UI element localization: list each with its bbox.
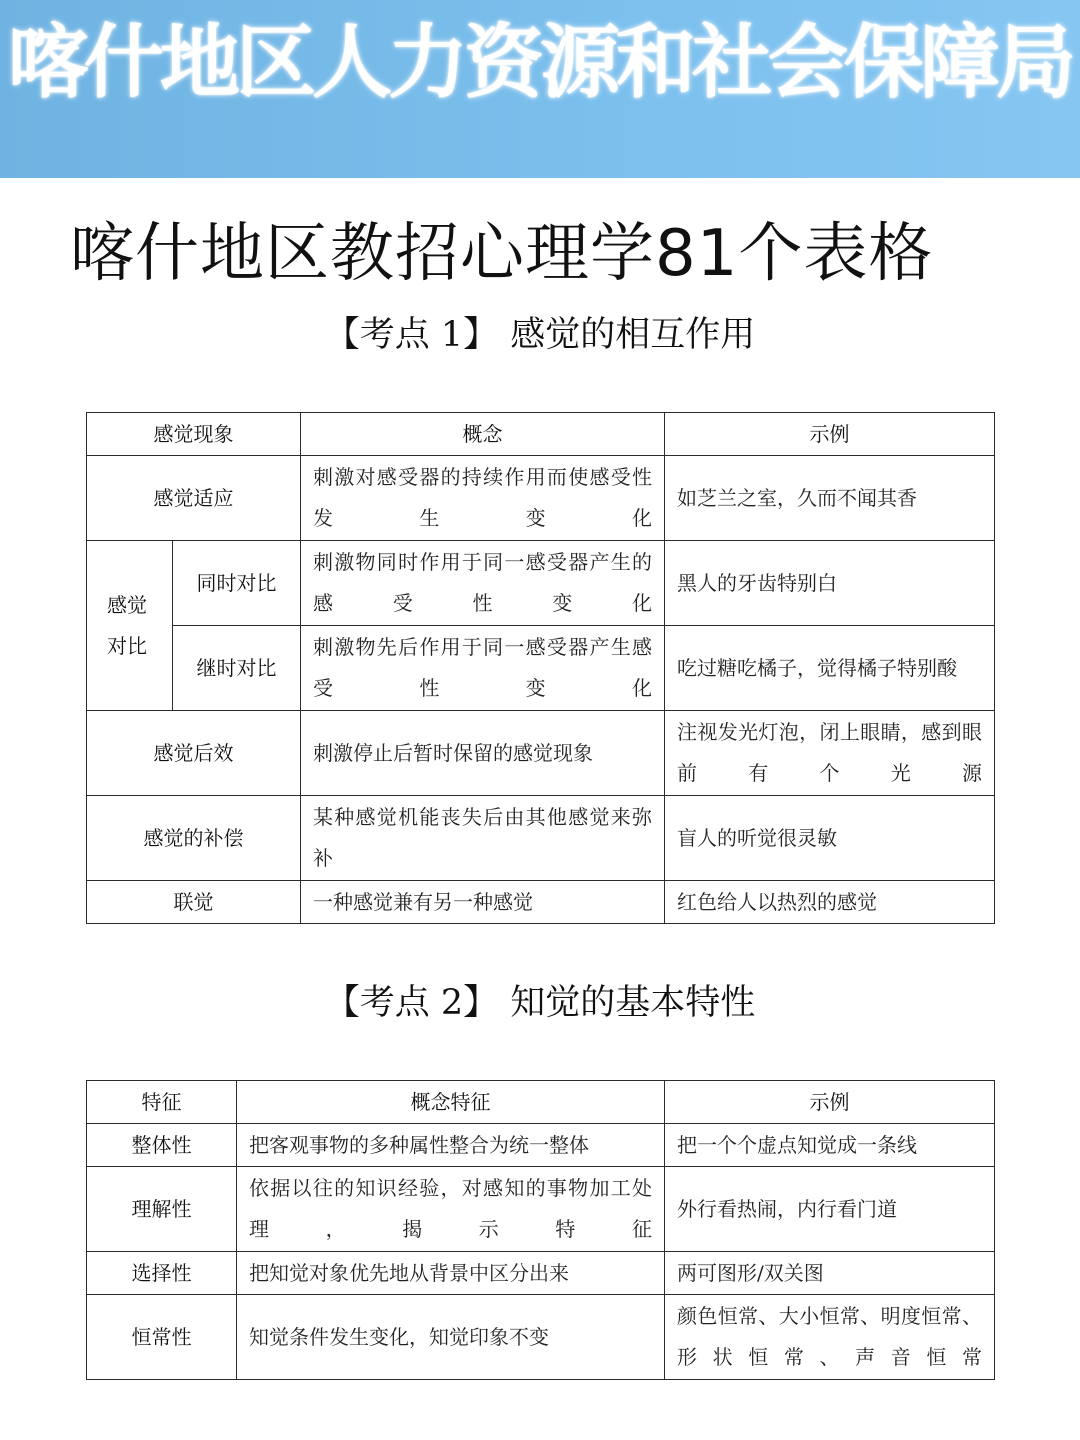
row-example: 如芝兰之室，久而不闻其香 bbox=[665, 456, 995, 541]
row-example: 黑人的牙齿特别白 bbox=[665, 541, 995, 626]
header-cell: 示例 bbox=[665, 1081, 995, 1124]
header-banner bbox=[0, 0, 1080, 178]
header-cell: 概念 bbox=[301, 413, 665, 456]
row-label: 恒常性 bbox=[87, 1295, 237, 1380]
section-2-prefix: 【考点 2】 bbox=[324, 983, 499, 1023]
row-concept: 某种感觉机能丧失后由其他感觉来弥补 bbox=[301, 796, 665, 881]
row-concept: 一种感觉兼有另一种感觉 bbox=[301, 881, 665, 924]
row-example: 两可图形/双关图 bbox=[665, 1252, 995, 1295]
table-header-row bbox=[87, 413, 995, 456]
section-2-title bbox=[0, 980, 1080, 1026]
table-row bbox=[87, 1124, 995, 1167]
header-cell: 概念特征 bbox=[237, 1081, 665, 1124]
row-label: 理解性 bbox=[87, 1167, 237, 1252]
table-row bbox=[87, 796, 995, 881]
row-concept: 刺激物先后作用于同一感受器产生感受性变化 bbox=[301, 626, 665, 711]
table-row bbox=[87, 881, 995, 924]
table-row bbox=[87, 1295, 995, 1380]
row-concept: 刺激对感受器的持续作用而使感受性发生变化 bbox=[301, 456, 665, 541]
row-concept: 刺激物同时作用于同一感受器产生的感受性变化 bbox=[301, 541, 665, 626]
section-1-name: 感觉的相互作用 bbox=[510, 315, 756, 355]
row-example: 红色给人以热烈的感觉 bbox=[665, 881, 995, 924]
contrast-label-line1: 感觉 bbox=[107, 592, 147, 617]
row-example: 把一个个虚点知觉成一条线 bbox=[665, 1124, 995, 1167]
row-label: 整体性 bbox=[87, 1124, 237, 1167]
row-label: 感觉的补偿 bbox=[87, 796, 301, 881]
row-example: 吃过糖吃橘子，觉得橘子特别酸 bbox=[665, 626, 995, 711]
header-cell: 感觉现象 bbox=[87, 413, 301, 456]
row-concept: 把知觉对象优先地从背景中区分出来 bbox=[237, 1252, 665, 1295]
contrast-group-label bbox=[87, 541, 173, 711]
contrast-label-line2: 对比 bbox=[107, 633, 147, 658]
page-title: 喀什地区教招心理学81个表格 bbox=[70, 217, 934, 291]
table-row bbox=[87, 711, 995, 796]
row-label: 感觉后效 bbox=[87, 711, 301, 796]
banner-title: 喀什地区人力资源和社会保障局 bbox=[8, 16, 1072, 109]
header-cell: 示例 bbox=[665, 413, 995, 456]
row-concept: 知觉条件发生变化，知觉印象不变 bbox=[237, 1295, 665, 1380]
row-concept: 刺激停止后暂时保留的感觉现象 bbox=[301, 711, 665, 796]
table-row bbox=[87, 541, 995, 626]
perception-features-table bbox=[86, 1080, 995, 1380]
row-label: 选择性 bbox=[87, 1252, 237, 1295]
table-row bbox=[87, 456, 995, 541]
row-label: 继时对比 bbox=[173, 626, 301, 711]
table-header-row bbox=[87, 1081, 995, 1124]
table-row bbox=[87, 1167, 995, 1252]
row-label: 同时对比 bbox=[173, 541, 301, 626]
row-example: 外行看热闹，内行看门道 bbox=[665, 1167, 995, 1252]
table-row bbox=[87, 626, 995, 711]
header-cell: 特征 bbox=[87, 1081, 237, 1124]
section-1-title bbox=[0, 312, 1080, 358]
row-concept: 把客观事物的多种属性整合为统一整体 bbox=[237, 1124, 665, 1167]
table-row bbox=[87, 1252, 995, 1295]
row-label: 联觉 bbox=[87, 881, 301, 924]
row-label: 感觉适应 bbox=[87, 456, 301, 541]
section-2-name: 知觉的基本特性 bbox=[510, 983, 756, 1023]
row-example: 颜色恒常、大小恒常、明度恒常、形状恒常、声音恒常 bbox=[665, 1295, 995, 1380]
sensation-interaction-table bbox=[86, 412, 995, 924]
row-concept: 依据以往的知识经验，对感知的事物加工处理，揭示特征 bbox=[237, 1167, 665, 1252]
row-example: 盲人的听觉很灵敏 bbox=[665, 796, 995, 881]
row-example: 注视发光灯泡，闭上眼睛，感到眼前有个光源 bbox=[665, 711, 995, 796]
section-1-prefix: 【考点 1】 bbox=[324, 315, 499, 355]
